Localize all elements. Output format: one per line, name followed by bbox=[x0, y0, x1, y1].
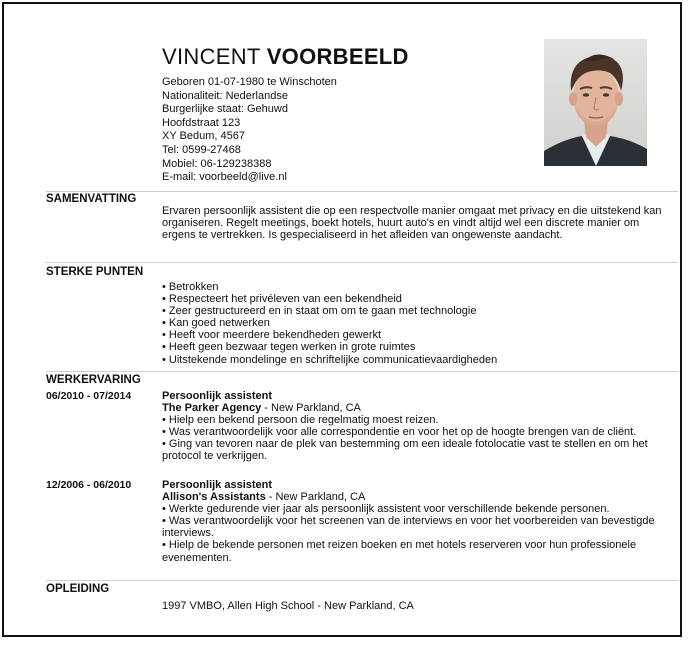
job-bullets bbox=[162, 503, 672, 563]
list-item: • Kan goed netwerken bbox=[162, 317, 270, 330]
summary-text: Ervaren persoonlijk assistent die op een respectvolle manier omgaat met privacy en die uitstekend kan organiseren. Regelt meetings, boekt hotels, huurt auto's en vindt altijd wel een discrete manier om ergens te vertrekken. Is gespecialiseerd in het afleiden van ongewenste aandacht. bbox=[162, 205, 662, 242]
job-employer-line bbox=[162, 491, 672, 503]
contact-line: Tel: 0599-27468 bbox=[162, 143, 241, 156]
job-bullets bbox=[162, 414, 672, 462]
strengths-list bbox=[162, 281, 672, 366]
list-item: • Hielp de bekende personen met reizen boeken en met hotels reserveren voor hun professionele evenementen. bbox=[162, 539, 637, 564]
contact-line: Geboren 01-07-1980 te Winschoten bbox=[162, 76, 337, 88]
resume-page bbox=[2, 2, 682, 637]
contact-line: E-mail: voorbeeld@live.nl bbox=[162, 171, 287, 184]
section-divider bbox=[46, 262, 678, 263]
contact-line: Nationaliteit: Nederlandse bbox=[162, 89, 288, 102]
list-item: • Zeer gestructureerd en in staat om om te gaan met technologie bbox=[162, 305, 477, 318]
section-divider bbox=[46, 191, 678, 192]
list-item: • Heeft geen bezwaar tegen werken in grote ruimtes bbox=[162, 341, 416, 354]
job-entry bbox=[162, 390, 672, 463]
contact-line: XY Bedum, 4567 bbox=[162, 130, 245, 143]
strengths-heading: STERKE PUNTEN bbox=[46, 266, 144, 278]
summary-heading: SAMENVATTING bbox=[46, 193, 137, 205]
list-item: • Was verantwoordelijk voor het screenen van de interviews en voor het voorbereiden van bevestigde interviews. bbox=[162, 515, 655, 540]
contact-details bbox=[162, 76, 337, 185]
job-location: - New Parkland, CA bbox=[265, 491, 366, 504]
contact-line: Mobiel: 06-129238388 bbox=[162, 157, 272, 170]
section-divider bbox=[46, 371, 678, 372]
education-heading: OPLEIDING bbox=[46, 583, 110, 595]
experience-heading: WERKERVARING bbox=[46, 374, 141, 386]
list-item: • Uitstekende mondelinge en schriftelijke communicatievaardigheden bbox=[162, 353, 498, 366]
profile-photo bbox=[544, 39, 647, 166]
last-name: VOORBEELD bbox=[266, 44, 409, 69]
first-name: VINCENT bbox=[162, 44, 261, 69]
list-item: • Heeft voor meerdere bekendheden gewerkt bbox=[162, 329, 382, 342]
job-company: The Parker Agency bbox=[162, 402, 262, 415]
contact-line: Burgerlijke staat: Gehuwd bbox=[162, 103, 288, 116]
list-item: • Werkte gedurende vier jaar als persoonlijk assistent voor verschillende bekende personen. bbox=[162, 503, 610, 516]
portrait-image bbox=[544, 39, 647, 166]
job-entry bbox=[162, 479, 672, 564]
job-role: Persoonlijk assistent bbox=[162, 390, 273, 402]
job-location: - New Parkland, CA bbox=[261, 402, 361, 415]
list-item: • Ging van tevoren naar de plek van bestemming om een ideale fotolocatie vast te stellen en om het protocol te verkrijgen. bbox=[162, 438, 648, 463]
section-divider bbox=[46, 580, 678, 581]
job-employer-line bbox=[162, 402, 672, 414]
list-item: • Was verantwoordelijk voor alle correspondentie en voor het op de hoogte brengen van de cliënt. bbox=[162, 426, 637, 439]
education-entry: 1997 VMBO, Allen High School - New Parkland, CA bbox=[162, 600, 414, 612]
job-dates: 06/2010 - 07/2014 bbox=[46, 390, 132, 402]
contact-line: Hoofdstraat 123 bbox=[162, 116, 241, 129]
list-item: • Betrokken bbox=[162, 281, 219, 293]
list-item: • Hielp een bekend persoon die regelmatig moest reizen. bbox=[162, 414, 439, 427]
candidate-name bbox=[162, 44, 409, 70]
job-role: Persoonlijk assistent bbox=[162, 479, 273, 491]
list-item: • Respecteert het privéleven van een bekendheid bbox=[162, 293, 402, 306]
job-company: Allison's Assistants bbox=[162, 491, 266, 504]
job-dates: 12/2006 - 06/2010 bbox=[46, 479, 132, 491]
